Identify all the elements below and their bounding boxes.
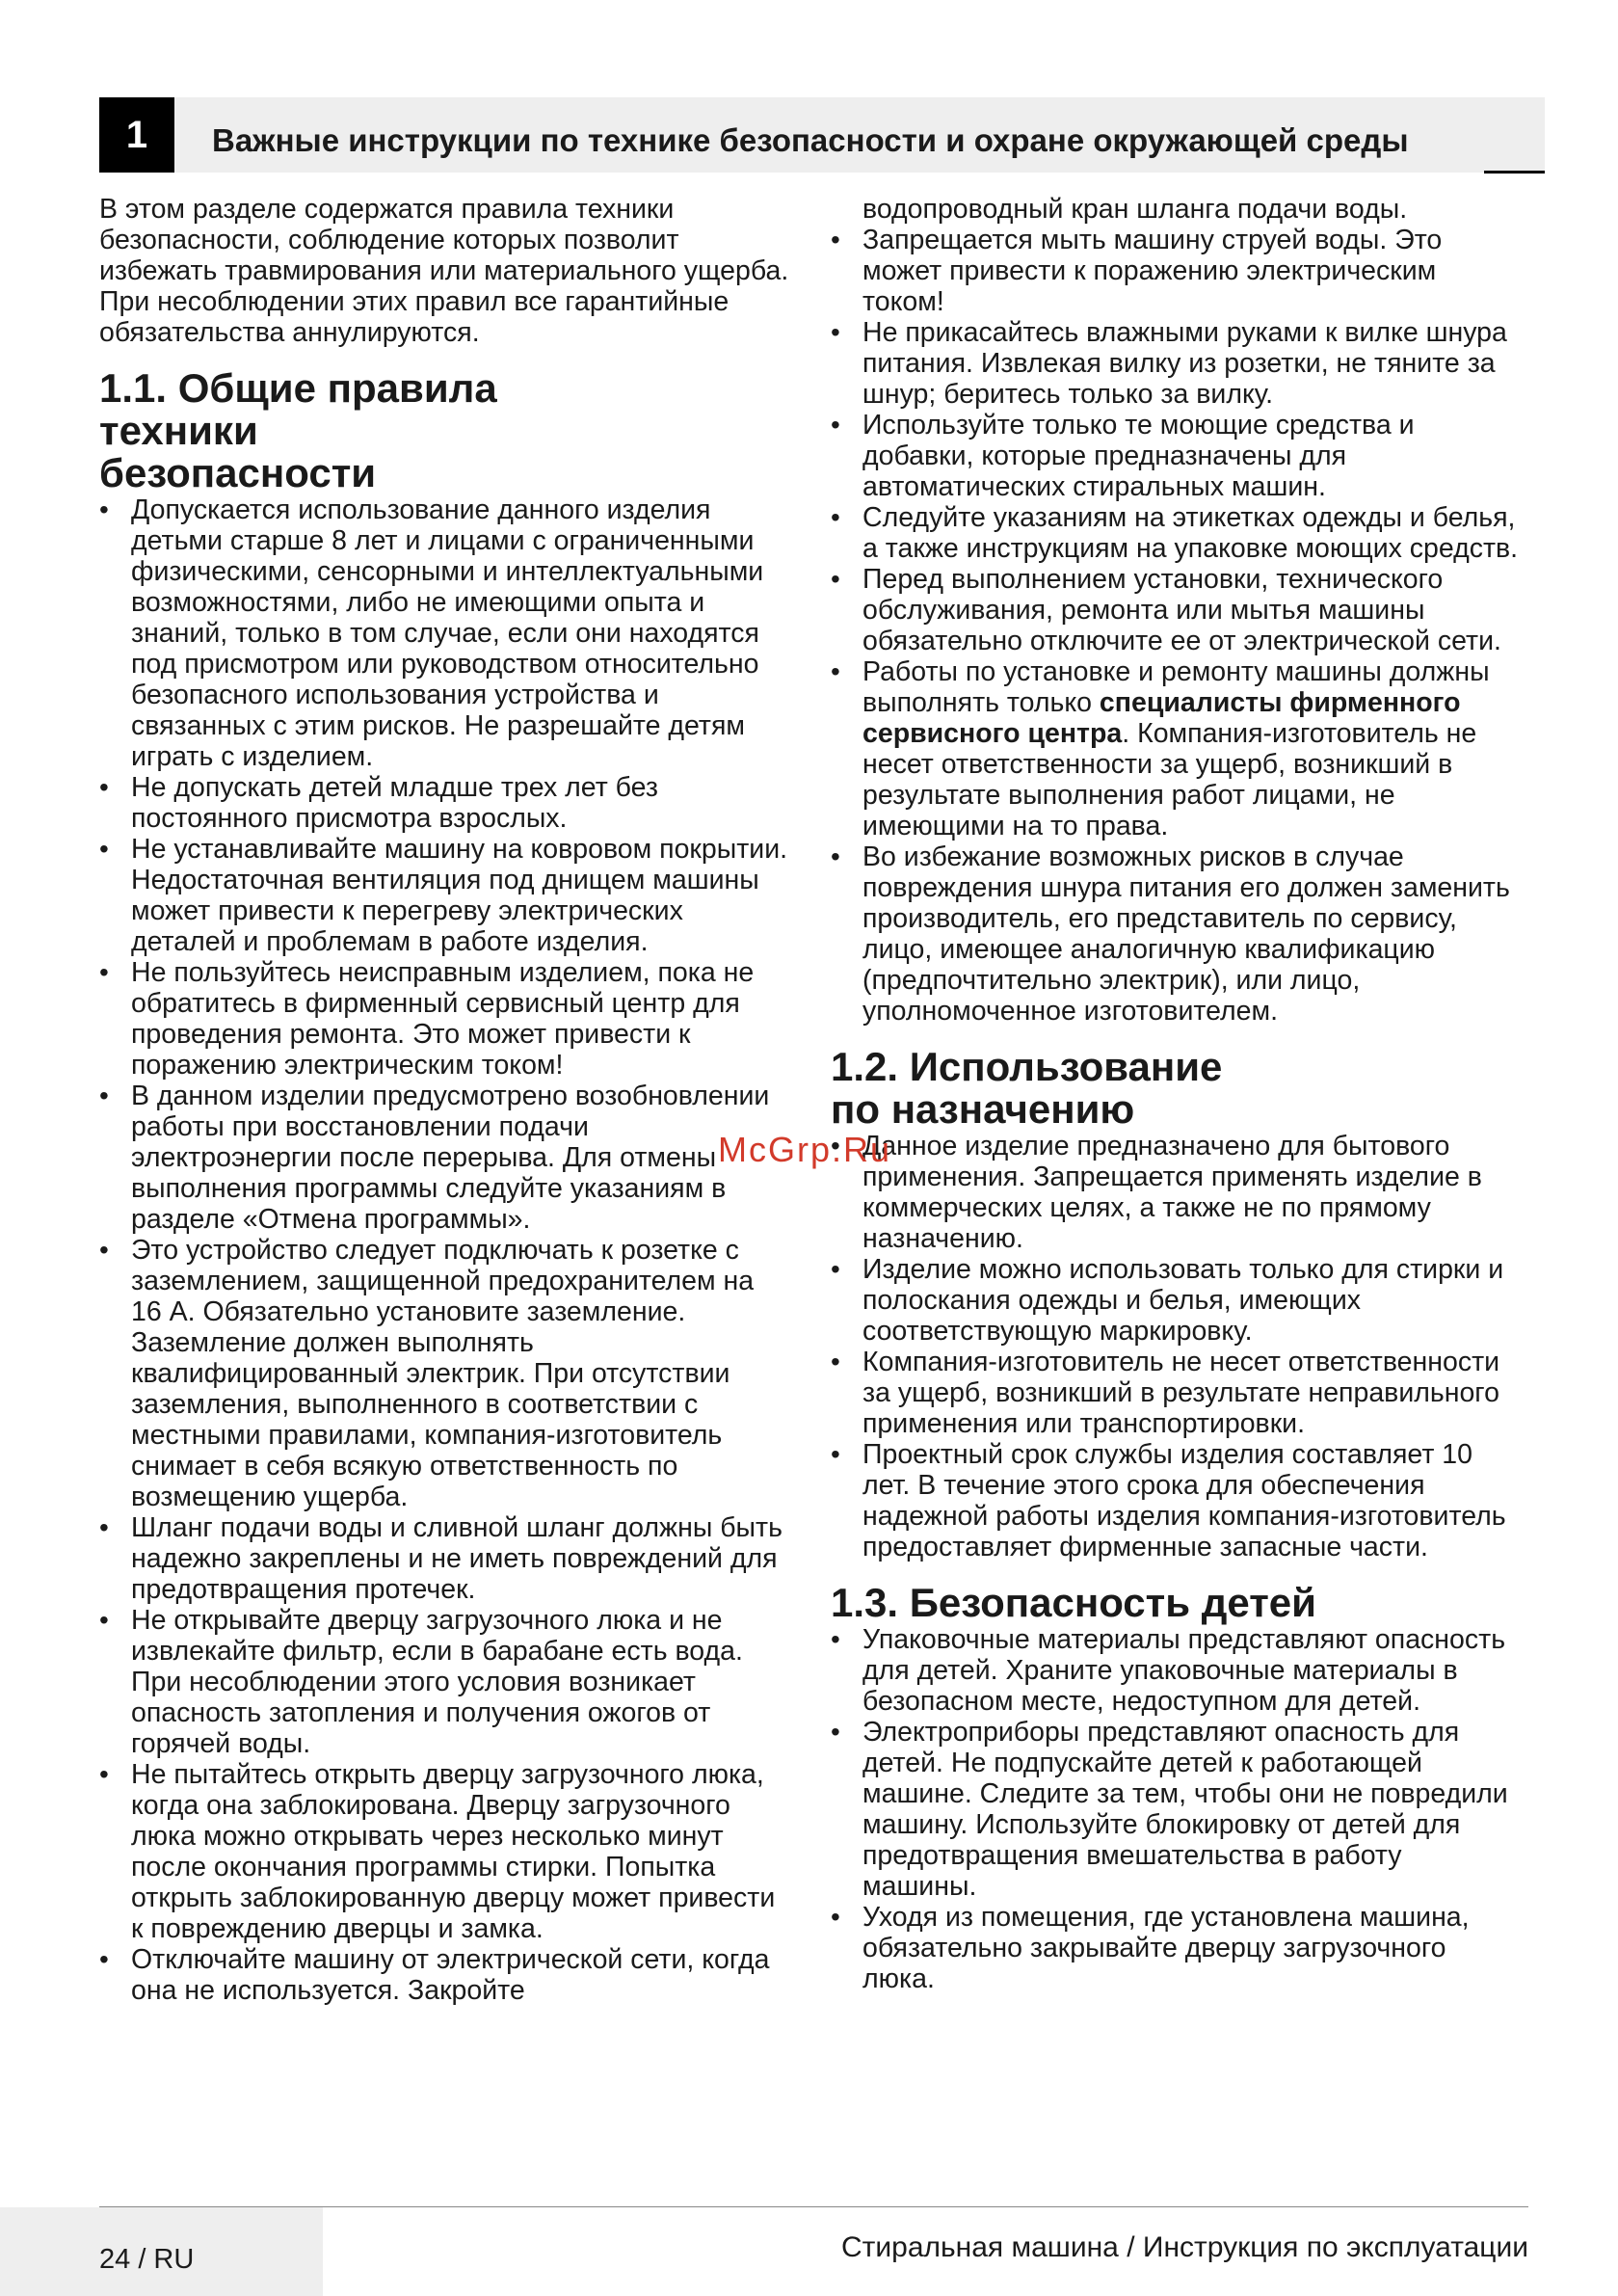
list-item: • Не открывайте дверцу загрузочного люка и не извлекайте фильтр, если в барабане есть вода. При несоблюдении этого условия возникает опасность затопления и получения ожогов от горячей воды. xyxy=(99,1605,791,1759)
general-safety-list-continued xyxy=(831,194,1523,1027)
section-heading-1-3: 1.3. Безопасность детей xyxy=(831,1580,1316,1625)
chapter-number: 1 xyxy=(99,97,174,173)
page-number: 24 / RU xyxy=(99,2244,195,2275)
right-column xyxy=(831,194,1523,1994)
child-safety-list xyxy=(831,1624,1523,1994)
service-text-bold: специалисты фирменного сервисного центра xyxy=(862,687,1461,749)
list-item: • Допускается использование данного изделия детьми старше 8 лет и лицами с ограниченными физическими, сенсорными и интеллектуальными возможностями, либо не имеющими опыта и знаний, только в том случае, если они находятся под присмотром или руководством относительно безопасного использования устройства и связанных с этим рисков. Не разрешайте детям играть с изделием. xyxy=(99,494,791,772)
list-item: • Не пользуйтесь неисправным изделием, пока не обратитесь в фирменный сервисный центр для проведения ремонта. Это может привести к поражению электрическим током! xyxy=(99,957,791,1081)
list-item: • Это устройство следует подключать к розетке с заземлением, защищенной предохранителем на 16 А. Обязательно установите заземление. Заземление должен выполнять квалифицированный электрик. При отсутствии заземления, выполненного в соответствии с местными правилами, компания-изготовитель снимает в себя всякую ответственность по возмещению ущерба. xyxy=(99,1235,791,1512)
list-item: • Перед выполнением установки, технического обслуживания, ремонта или мытья машины обязательно отключите ее от электрической сети. xyxy=(831,564,1523,656)
list-item: • Не прикасайтесь влажными руками к вилке шнура питания. Извлекая вилку из розетки, не тяните за шнур; беритесь только за вилку. xyxy=(831,317,1523,410)
list-item: • Уходя из помещения, где установлена машина, обязательно закрывайте дверцу загрузочного люка. xyxy=(831,1902,1523,1994)
list-item: • Запрещается мыть машину струей воды. Это может привести к поражению электрическим током! xyxy=(831,225,1523,317)
section-heading-1-2: 1.2. Использование по назначению xyxy=(831,1044,1223,1132)
service-text-after: . Компания-изготовитель не несет ответственности за ущерб, возникший в результате выполнения работ лицами, не имеющими на то права. xyxy=(862,718,1477,841)
list-item: • Изделие можно использовать только для стирки и полоскания одежды и белья, имеющих соответствующую маркировку. xyxy=(831,1254,1523,1347)
chapter-title: Важные инструкции по технике безопасности и охране окружающей среды xyxy=(212,122,1409,158)
list-item: • Упаковочные материалы представляют опасность для детей. Храните упаковочные материалы в безопасном месте, недоступном для детей. xyxy=(831,1624,1523,1717)
list-item: • В данном изделии предусмотрено возобновлении работы при восстановлении подачи электроэнергии после перерыва. Для отмены выполнения программы следуйте указаниям в разделе «Отмена программы». xyxy=(99,1081,791,1235)
list-item-service xyxy=(831,656,1523,841)
list-item: • Используйте только те моющие средства и добавки, которые предназначены для автоматических стиральных машин. xyxy=(831,410,1523,502)
list-item: • Не пытайтесь открыть дверцу загрузочного люка, когда она заблокирована. Дверцу загрузочного люка можно открывать через несколько минут после окончания программы стирки. Попытка открыть заблокированную дверцу может привести к повреждению дверцы и замка. xyxy=(99,1759,791,1944)
service-text-before: Работы по установке и ремонту машины должны выполнять только xyxy=(862,656,1490,718)
list-item: • Проектный срок службы изделия составляет 10 лет. В течение этого срока для обеспечения надежной работы изделия компания-изготовитель предоставляет фирменные запасные части. xyxy=(831,1439,1523,1562)
footer-document-title: Стиральная машина / Инструкция по эксплуатации xyxy=(840,2231,1528,2263)
list-item: • Не устанавливайте машину на ковровом покрытии. Недостаточная вентиляция под днищем машины может привести к перегреву электрических деталей и проблемам в работе изделия. xyxy=(99,834,791,957)
left-column xyxy=(99,194,791,2006)
list-item: • Во избежание возможных рисков в случае повреждения шнура питания его должен заменить производитель, его представитель по сервису, лицо, имеющее аналогичную квалификацию (предпочтительно электрик), или лицо, уполномоченное изготовителем. xyxy=(831,841,1523,1027)
list-item: • Компания-изготовитель не несет ответственности за ущерб, возникший в результате неправильного применения или транспортировки. xyxy=(831,1347,1523,1439)
watermark: McGrp.Ru xyxy=(718,1130,892,1169)
list-item: • Не допускать детей младше трех лет без постоянного присмотра взрослых. xyxy=(99,772,791,834)
list-item: • Данное изделие предназначено для бытового применения. Запрещается применять изделие в коммерческих целях, а также не по прямому назначению. xyxy=(831,1131,1523,1254)
intro-paragraph: В этом разделе содержатся правила техники безопасности, соблюдение которых позволит избежать травмирования или материального ущерба. При несоблюдении этих правил все гарантийные обязательства аннулируются. xyxy=(99,194,789,348)
list-item: • Отключайте машину от электрической сети, когда она не используется. Закройте xyxy=(99,1944,791,2006)
list-item-continuation: водопроводный кран шланга подачи воды. xyxy=(862,194,1408,225)
header-rule xyxy=(1484,171,1545,174)
general-safety-list xyxy=(99,494,791,2006)
list-item: • Следуйте указаниям на этикетках одежды и белья, а также инструкциям на упаковке моющих средств. xyxy=(831,502,1523,564)
section-heading-1-1: 1.1. Общие правила техники безопасности xyxy=(99,365,497,495)
list-item: • Шланг подачи воды и сливной шланг должны быть надежно закреплены и не иметь повреждений для предотвращения протечек. xyxy=(99,1512,791,1605)
list-item: • Электроприборы представляют опасность для детей. Не подпускайте детей к работающей машине. Следите за тем, чтобы они не повредили машину. Используйте блокировку от детей для предотвращения вмешательства в работу машины. xyxy=(831,1717,1523,1902)
intended-use-list xyxy=(831,1131,1523,1562)
